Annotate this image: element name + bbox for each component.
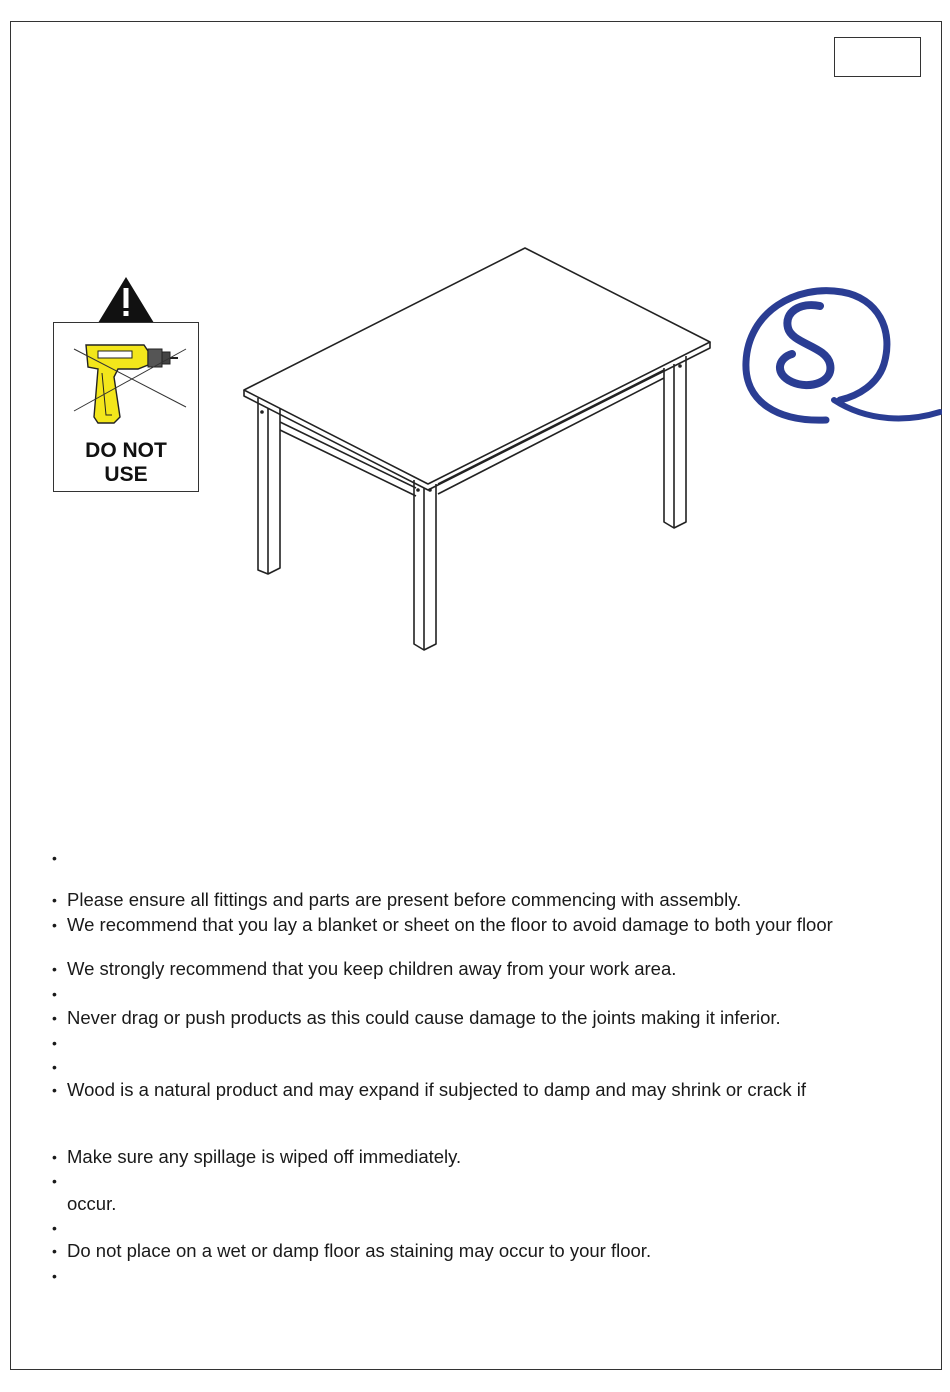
do-not-use-label [54,439,198,487]
bullet-icon: • [52,1035,57,1051]
bullet-icon: • [52,1173,57,1189]
note-text: Do not place on a wet or damp floor as staining may occur to your floor. [67,1240,652,1261]
list-item [52,1007,781,1029]
bullet-icon: • [52,1220,57,1236]
warning-box [53,322,199,492]
bullet-icon: • [52,1149,57,1165]
bullet-icon: • [52,961,57,977]
warning-triangle-icon [97,276,155,324]
note-text: We recommend that you lay a blanket or sheet on the floor to avoid damage to both your floor [67,914,833,935]
list-item [52,1170,67,1192]
note-text: Wood is a natural product and may expand if subjected to damp and may shrink or crack if [67,1079,807,1100]
note-text: Please ensure all fittings and parts are present before commencing with assembly. [67,889,742,910]
list-item [52,1056,67,1078]
list-item [52,889,741,911]
note-text: We strongly recommend that you keep children away from your work area. [67,958,677,979]
bullet-icon: • [52,1082,57,1098]
list-item [52,1079,806,1101]
brand-logo [708,272,942,434]
list-item [52,1032,67,1054]
list-item [52,847,67,869]
power-drill-icon [68,329,188,425]
bullet-icon: • [52,917,57,933]
note-text: Make sure any spillage is wiped off immediately. [67,1146,462,1167]
list-item [52,1217,67,1239]
bullet-icon: • [52,986,57,1002]
bullet-icon: • [52,1243,57,1259]
bullet-icon: • [52,1059,57,1075]
list-item [52,983,67,1005]
bullet-icon: • [52,850,57,866]
list-item [52,958,676,980]
note-text: Never drag or push products as this could cause damage to the joints making it inferior. [67,1007,781,1028]
bullet-icon: • [52,892,57,908]
list-item [52,1240,651,1262]
list-item [52,1265,67,1287]
bullet-icon: • [52,1268,57,1284]
do-not-use-line1: DO NOT [85,439,167,462]
note-continuation: occur. [67,1193,117,1214]
list-item [52,914,833,936]
list-item [52,1146,461,1168]
no-power-drill-warning [53,276,199,492]
product-code-box [834,37,921,77]
bullet-icon: • [52,1010,57,1026]
dining-table-illustration [238,244,714,656]
do-not-use-line2: USE [104,463,148,486]
